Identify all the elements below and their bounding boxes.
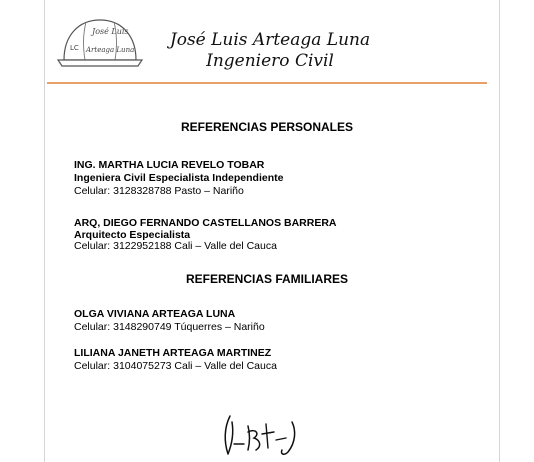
personal-ref-1-contact: Celular: 3128328788 Pasto – Nariño	[74, 185, 244, 197]
handwritten-signature	[214, 404, 314, 462]
header-name: José Luis Arteaga Luna	[169, 30, 371, 50]
family-ref-1-name: OLGA VIVIANA ARTEAGA LUNA	[74, 308, 236, 320]
personal-ref-2-contact: Celular: 3122952188 Cali – Valle del Cauca	[74, 240, 277, 252]
family-ref-2-contact: Celular: 3104075273 Cali – Valle del Cauca	[74, 360, 277, 372]
logo-text-top: José Luis	[92, 27, 129, 36]
personal-references-heading: REFERENCIAS PERSONALES	[180, 120, 354, 134]
logo-text-bottom: Arteaga Luna	[86, 46, 135, 54]
header-title: Ingeniero Civil	[206, 51, 334, 71]
family-ref-2-name: LILIANA JANETH ARTEAGA MARTINEZ	[74, 347, 272, 359]
personal-ref-1-name: ING. MARTHA LUCIA REVELO TOBAR	[74, 159, 265, 171]
family-ref-1-contact: Celular: 3148290749 Túquerres – Nariño	[74, 321, 265, 333]
personal-ref-2-role: Arquitecto Especialista	[74, 229, 191, 241]
logo-initials: LC	[70, 44, 79, 52]
family-references-heading: REFERENCIAS FAMILIARES	[185, 272, 348, 286]
hard-hat-logo	[56, 14, 144, 72]
personal-ref-2-name: ARQ, DIEGO FERNANDO CASTELLANOS BARRERA	[74, 217, 337, 229]
personal-ref-1-role: Ingeniera Civil Especialista Independiente	[74, 172, 284, 184]
header-rule	[47, 82, 487, 84]
